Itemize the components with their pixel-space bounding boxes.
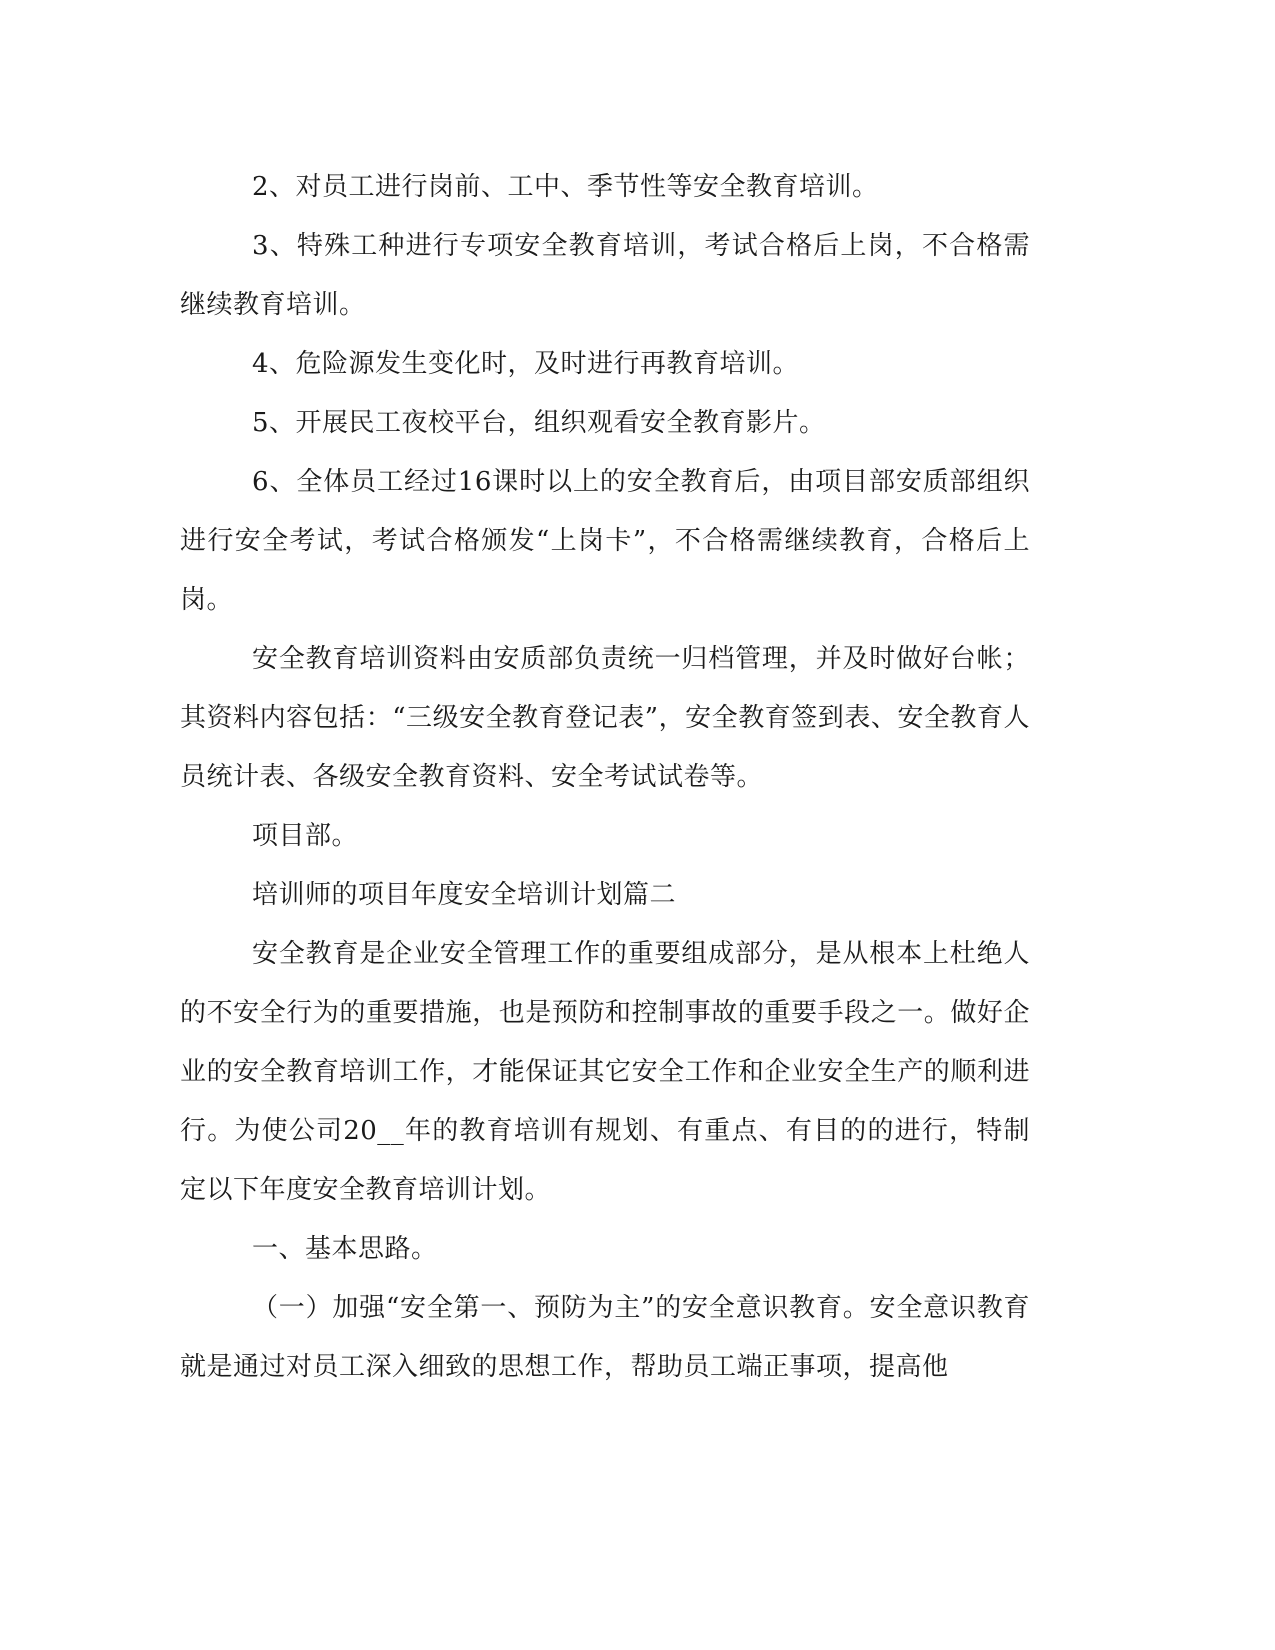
paragraph-item-4: 4、危险源发生变化时，及时进行再教育培训。 bbox=[252, 349, 800, 379]
section-heading-basic-idea: 一、基本思路。 bbox=[252, 1234, 438, 1264]
document-body bbox=[180, 158, 1030, 1397]
paragraph-intro: 安全教育是企业安全管理工作的重要组成部分，是从根本上杜绝人的不安全行为的重要措施，也是预防和控制事故的重要手段之一。做好企业的安全教育培训工作，才能保证其它安全工作和企业安全生产的顺利进行。为使公司20__年的教育培训有规划、有重点、有目的的进行，特制定以下年度安全教育培训计划。 bbox=[180, 939, 1030, 1205]
paragraph-signature: 项目部。 bbox=[252, 821, 359, 851]
paragraph-archive-note: 安全教育培训资料由安质部负责统一归档管理，并及时做好台帐；其资料内容包括：“三级安全教育登记表”，安全教育签到表、安全教育人员统计表、各级安全教育资料、安全考试试卷等。 bbox=[180, 644, 1030, 792]
paragraph-item-5: 5、开展民工夜校平台，组织观看安全教育影片。 bbox=[252, 408, 826, 438]
section-heading-part-two: 培训师的项目年度安全培训计划篇二 bbox=[252, 880, 677, 910]
paragraph-safety-awareness: （一）加强“安全第一、预防为主”的安全意识教育。安全意识教育就是通过对员工深入细致的思想工作，帮助员工端正事项，提高他 bbox=[180, 1293, 1030, 1382]
paragraph-item-6: 6、全体员工经过16课时以上的安全教育后，由项目部安质部组织进行安全考试，考试合格颁发“上岗卡”，不合格需继续教育，合格后上岗。 bbox=[180, 467, 1030, 615]
paragraph-item-2: 2、对员工进行岗前、工中、季节性等安全教育培训。 bbox=[252, 172, 879, 202]
paragraph-item-3: 3、特殊工种进行专项安全教育培训，考试合格后上岗，不合格需继续教育培训。 bbox=[180, 231, 1030, 320]
